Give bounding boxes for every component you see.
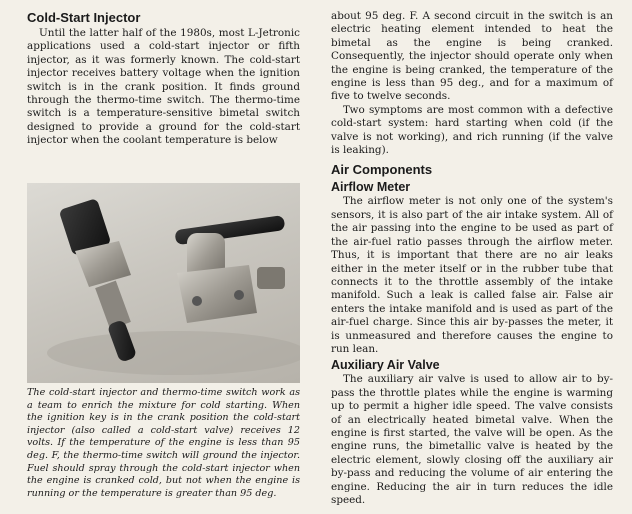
cold-start-injector-paragraph: Until the latter half of the 1980s, most L-Jetronic applications used a cold-start injector or fifth injector, as it was formerly known. The cold-start injector receives battery voltage when the ignition switch is in the crank position. It finds ground through the thermo-time switch. The thermo-time switch is a temperature-sensitive bimetal switch designed to provide a ground for the cold-start injector when the coolant temperature is below — [27, 27, 300, 147]
photo-caption: The cold-start injector and thermo-time switch work as a team to enrich the mixture for cold starting. When the ignition key is in the crank position the cold-start injector (also called a cold-start valve) receives 12 volts. If the temperature of the engine is less than 95 deg. F, the thermo-time switch will ground the injector. Fuel should spray through the cold-start injector when the engine is cranked cold, but not when the engine is running or the temperature is greater than 95 deg. — [27, 387, 300, 499]
air-components-heading: Air Components — [331, 162, 433, 178]
right-column — [331, 10, 613, 507]
auxiliary-air-valve-paragraph: The auxiliary air valve is used to allow air to by-pass the throttle plates while the engine is warming up to permit a higher idle speed. The valve consists of an electrically heated bimetal valve. When the engine is first started, the valve will be open. As the engine runs, the bimetallic valve is heated by the electric element, slowly closing off the auxiliary air by-pass and reducing the volume of air entering the engine. Reducing the air in turn reduces the idle speed. — [331, 373, 613, 506]
airflow-meter-paragraph: The airflow meter is not only one of the system's sensors, it is also part of the air intake system. All of the air passing into the engine to be used as part of the air-fuel ratio passes through the airflow meter. Thus, it is important that there are no air leaks either in the meter itself or in the rubber tube that connects it to the throttle assembly of the intake manifold. Such a leak is called false air. False air enters the intake manifold and is used as part of the air-fuel charge. Since this air by-passes the meter, it is unmeasured and therefore causes the engine to run lean. — [331, 195, 613, 355]
injector-photo — [27, 183, 300, 383]
cold-start-continued-paragraph: about 95 deg. F. A second circuit in the switch is an electric heating element intended to heat the bimetal as the engine is being cranked. Consequently, the injector should operate only when the engine is being cranked, the temperature of the engine is less than 95 deg., and for a maximum of five to twelve seconds. — [331, 10, 613, 103]
airflow-meter-heading: Airflow Meter — [331, 180, 411, 195]
injector-photo-illustration — [27, 183, 300, 383]
cold-start-symptoms-paragraph: Two symptoms are most common with a defective cold-start system: hard starting when cold (if the valve is not working), and rich running (if the valve is leaking). — [331, 103, 613, 157]
left-column — [27, 10, 300, 499]
cold-start-injector-heading: Cold-Start Injector — [27, 10, 141, 25]
auxiliary-air-valve-heading: Auxiliary Air Valve — [331, 358, 440, 373]
